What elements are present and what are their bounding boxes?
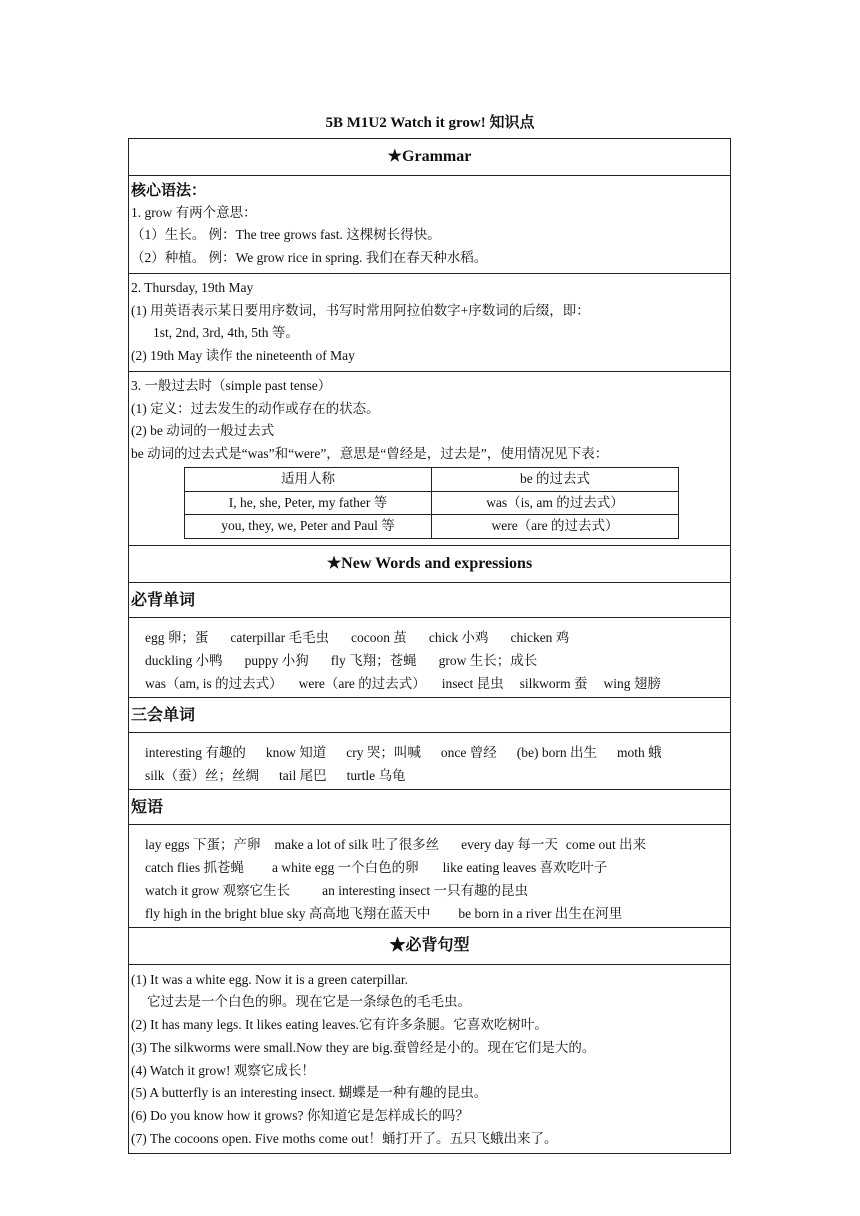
phrases-list [129,825,730,928]
word-item: were（are 的过去式） [298,675,426,691]
phrase-item: every day 每一天 [461,836,558,852]
grammar-line: 2. Thursday, 19th May [131,280,254,295]
grammar-line: 1st, 2nd, 3rd, 4th, 5th 等。 [153,325,299,340]
grammar-line: be 动词的过去式是“was”和“were”，意思是“曾经是，过去是”，使用情况见下表： [131,445,609,461]
phrase-item: watch it grow 观察它生长 [145,882,291,898]
be-past-tense-table [184,467,679,539]
sentence-line: (3) The silkworms were small.Now they are big.蚕曾经是小的。现在它们是大的。 [131,1039,596,1055]
word-item: once 曾经 [440,744,497,760]
words-row [145,764,730,787]
word-item: interesting 有趣的 [145,744,246,760]
word-item: was（am, is 的过去式） [145,675,283,691]
grammar-heading: ★Grammar [129,139,730,176]
word-item: duckling 小鸭 [145,652,223,668]
word-item: turtle 乌龟 [346,767,406,783]
sentence-line: (5) A butterfly is an interesting insect. 蝴蝶是一种有趣的昆虫。 [131,1085,488,1101]
sentences-heading: ★必背句型 [129,928,730,965]
grammar-line: （2）种植。 例：We grow rice in spring. 我们在春天种水稻。 [131,249,488,265]
grammar-line: 1. grow 有两个意思： [131,204,257,220]
word-item: grow 生长；成长 [438,652,538,668]
sentence-line: 它过去是一个白色的卵。现在它是一条绿色的毛毛虫。 [147,994,471,1010]
table-header-row [185,468,679,492]
words-row [145,626,730,649]
grammar-line: (2) be 动词的一般过去式 [131,423,275,438]
word-item: fly 飞翔；苍蝇 [330,652,417,668]
grammar-item-2 [129,274,730,372]
table-header-cell: be 的过去式 [432,468,679,492]
phrase-item: fly high in the bright blue sky 高高地飞翔在蓝天中 [145,905,431,921]
word-item: moth 蛾 [616,744,662,760]
word-item: silkworm 蚕 [519,675,588,691]
table-row [185,515,679,539]
word-item: know 知道 [265,744,327,760]
grammar-line: (1) 定义：过去发生的动作或存在的状态。 [131,400,380,416]
phrase-item: come out 出来 [565,836,647,852]
phrase-row [145,902,730,925]
grammar-line: (2) 19th May 读作 the nineteenth of May [131,347,355,363]
new-words-heading: ★New Words and expressions [129,546,730,583]
phrase-item: lay eggs 下蛋；产卵 [145,836,261,852]
word-item: egg 卵；蛋 [145,629,209,645]
grammar-line: 3. 一般过去时（simple past tense） [131,378,332,393]
word-item: tail 尾巴 [279,767,327,783]
table-cell: I, he, she, Peter, my father 等 [185,491,432,515]
sentence-line: (4) Watch it grow! 观察它成长！ [131,1062,315,1078]
phrase-item: be born in a river 出生在河里 [458,905,623,921]
know-words-label: 三会单词 [129,698,730,733]
word-item: caterpillar 毛毛虫 [230,629,329,645]
sentence-line: (2) It has many legs. It likes eating leaves.它有许多条腿。它喜欢吃树叶。 [131,1017,548,1033]
grammar-item-1 [129,176,730,274]
table-header-cell: 适用人称 [185,468,432,492]
sentence-line: (7) The cocoons open. Five moths come out！蛹打开了。五只飞蛾出来了。 [131,1131,558,1147]
grammar-line: (1) 用英语表示某日要用序数词，书写时常用阿拉伯数字+序数词的后缀，即： [131,302,590,318]
word-item: chicken 鸡 [510,629,570,645]
phrase-item: make a lot of silk 吐了很多丝 [274,836,440,852]
know-words-list [129,733,730,790]
table-cell: were（are 的过去式） [432,515,679,539]
sentences-list [129,965,730,1153]
table-cell: was（is, am 的过去式） [432,491,679,515]
words-row [145,672,730,695]
must-words-list [129,618,730,698]
words-row [145,649,730,672]
sentence-line: (6) Do you know how it grows? 你知道它是怎样成长的吗？ [131,1108,469,1124]
phrase-row [145,856,730,879]
word-item: wing 翅膀 [603,675,661,691]
table-cell: you, they, we, Peter and Paul 等 [185,515,432,539]
phrase-item: catch flies 抓苍蝇 [145,859,244,875]
grammar-item-3 [129,372,730,546]
word-item: insect 昆虫 [441,675,504,691]
phrase-row [145,879,730,902]
core-grammar-label: 核心语法： [131,181,207,199]
sentence-line: (1) It was a white egg. Now it is a green caterpillar. [131,971,409,987]
grammar-line: （1）生长。 例：The tree grows fast. 这棵树长得快。 [131,227,441,242]
word-item: (be) born 出生 [516,744,597,760]
word-item: chick 小鸡 [428,629,489,645]
word-item: cocoon 茧 [350,629,407,645]
knowledge-table [128,138,731,1154]
phrase-row [145,833,730,856]
phrases-label: 短语 [129,790,730,825]
word-item: silk（蚕）丝；丝绸 [145,767,260,783]
words-row [145,741,730,764]
table-row [185,491,679,515]
phrase-item: an interesting insect 一只有趣的昆虫 [322,882,528,898]
word-item: cry 哭；叫喊 [346,744,421,760]
must-words-label: 必背单词 [129,583,730,618]
phrase-item: like eating leaves 喜欢吃叶子 [442,859,608,875]
word-item: puppy 小狗 [244,652,309,668]
phrase-item: a white egg 一个白色的卵 [271,859,419,875]
page-title: 5B M1U2 Watch it grow! 知识点 [325,115,535,131]
